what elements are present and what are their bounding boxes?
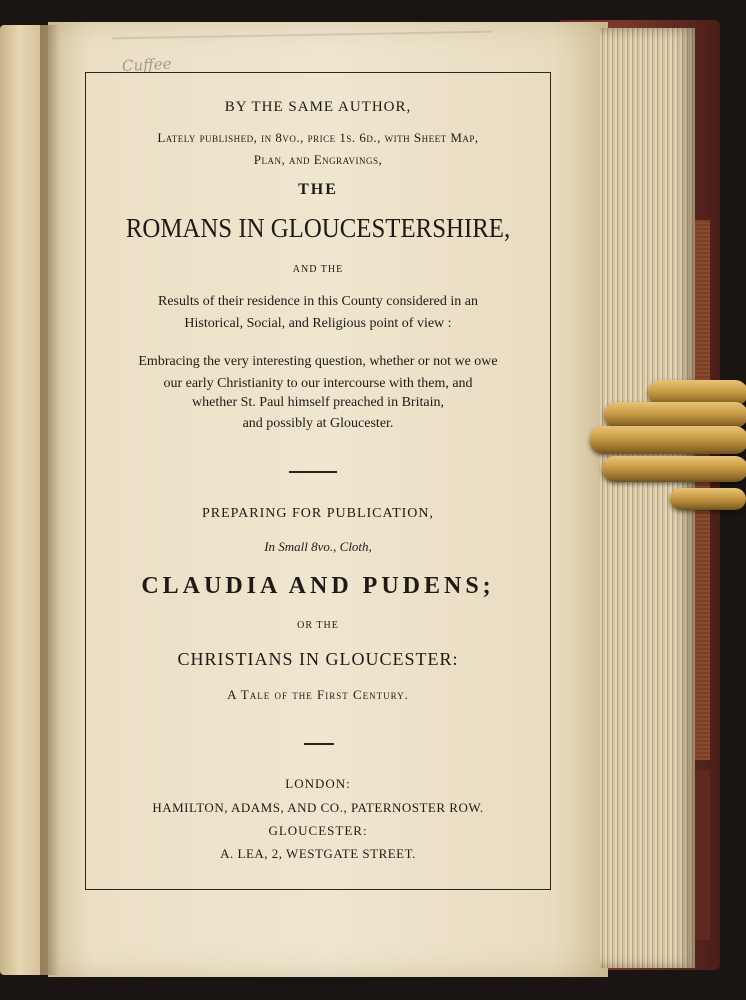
page-gutter xyxy=(40,25,60,975)
embracing-line-2: our early Christianity to our intercourse with them, and xyxy=(163,376,473,391)
imprint-hamilton: HAMILTON, ADAMS, AND CO., PATERNOSTER ROW. xyxy=(152,800,484,815)
or-the-label: OR THE xyxy=(297,620,339,631)
the-heading: THE xyxy=(298,181,338,198)
title-page-frame xyxy=(85,72,551,890)
second-title: CLAUDIA AND PUDENS; xyxy=(141,573,495,599)
divider-rule-1 xyxy=(289,471,337,473)
tale-subtitle: A Tale of the First Century. xyxy=(227,687,409,702)
lately-line-2: Plan, and Engravings, xyxy=(253,152,383,167)
results-line-2: Historical, Social, and Religious point of view : xyxy=(184,316,452,331)
main-title: ROMANS IN GLOUCESTERSHIRE, xyxy=(125,213,511,243)
pencil-note: Cuffee xyxy=(121,54,172,76)
imprint-lea: A. LEA, 2, WESTGATE STREET. xyxy=(220,846,416,861)
preparing-heading: PREPARING FOR PUBLICATION, xyxy=(201,506,435,521)
christians-subtitle: CHRISTIANS IN GLOUCESTER: xyxy=(177,649,459,669)
imprint-gloucester: GLOUCESTER: xyxy=(268,823,368,838)
clip-finger xyxy=(602,456,746,482)
clip-finger xyxy=(590,426,746,454)
embracing-line-3: whether St. Paul himself preached in Britain, xyxy=(192,395,444,410)
clip-finger xyxy=(604,402,746,428)
results-line-1: Results of their residence in this County considered in an xyxy=(158,294,478,309)
format-line: In Small 8vo., Cloth, xyxy=(264,539,372,554)
clip-finger xyxy=(670,488,746,510)
and-the-label: AND THE xyxy=(292,264,344,275)
embracing-line-1: Embracing the very interesting question, whether or not we owe xyxy=(138,354,498,369)
embracing-line-4: and possibly at Gloucester. xyxy=(242,416,394,431)
lately-line-1: Lately published, in 8vo., price 1s. 6d., with Sheet Map, xyxy=(157,130,479,145)
brass-page-clip xyxy=(588,378,746,518)
by-author-heading: BY THE SAME AUTHOR, xyxy=(224,99,412,115)
divider-rule-2 xyxy=(304,743,334,745)
imprint-london: LONDON: xyxy=(285,776,351,791)
